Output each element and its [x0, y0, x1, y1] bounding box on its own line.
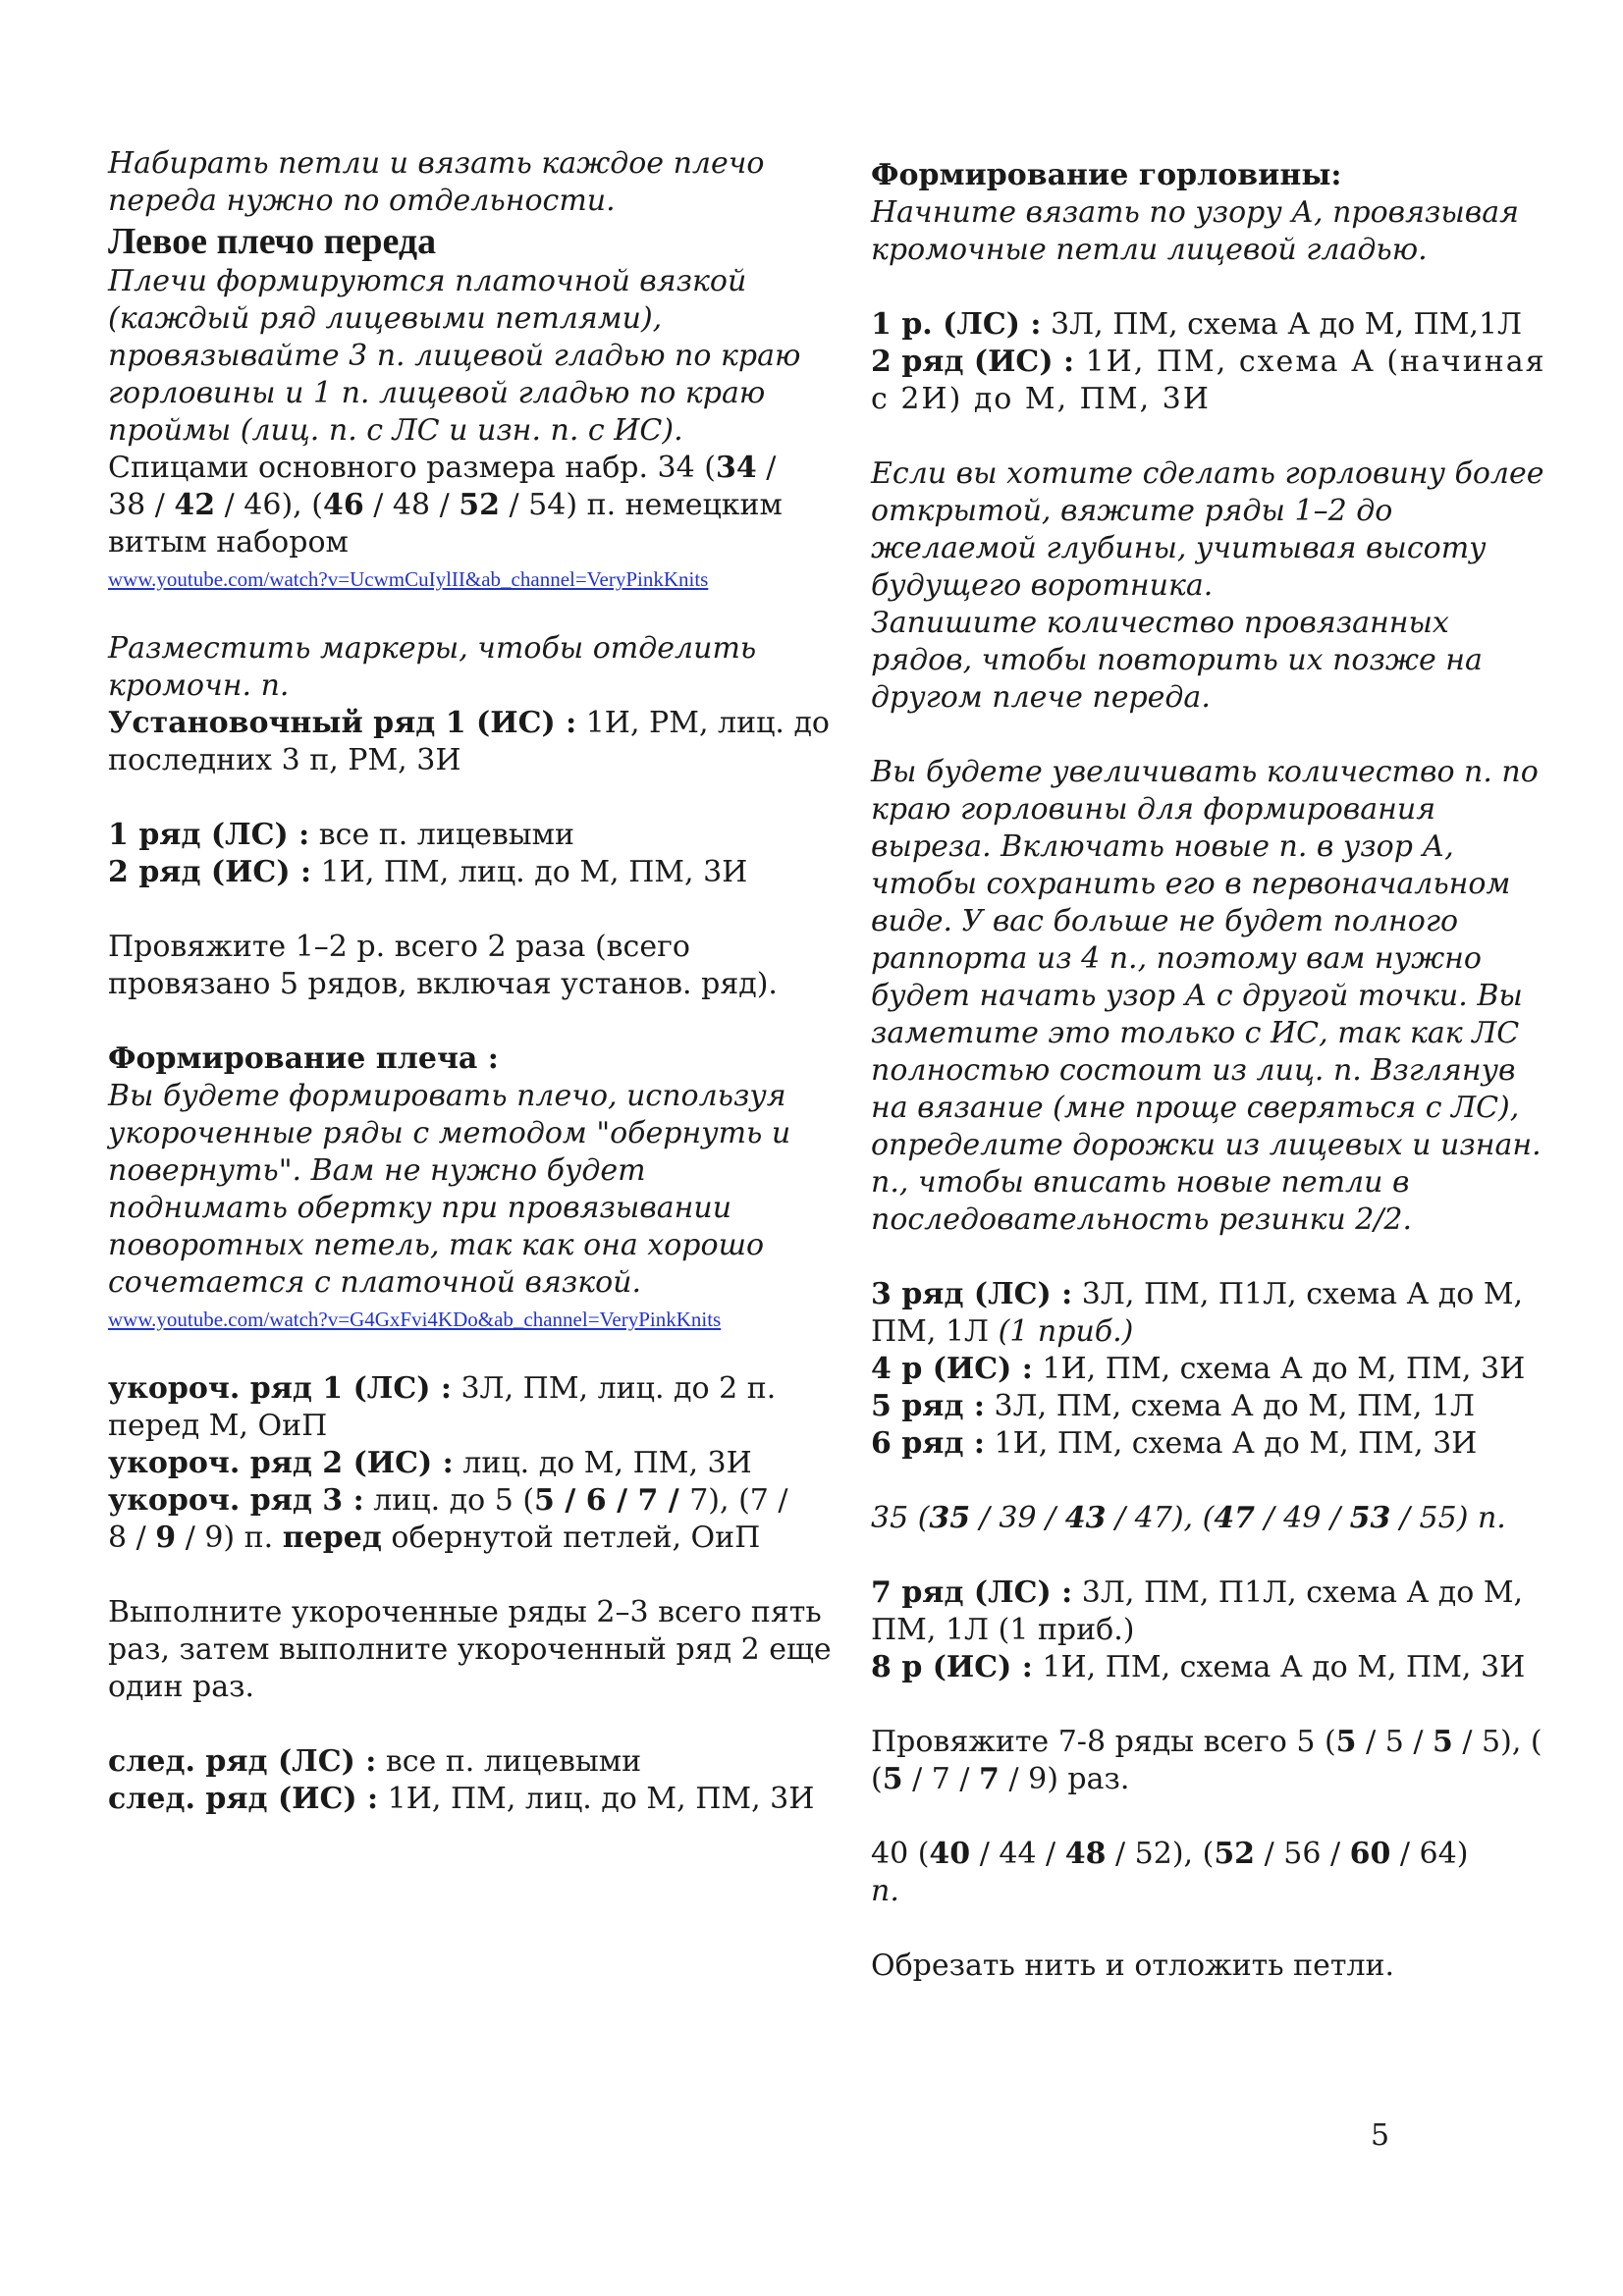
short-row-2: укороч. ряд 2 (ИС) : лиц. до М, ПМ, 3И	[108, 1446, 752, 1480]
section-heading: Левое плечо переда	[108, 221, 437, 262]
neck-intro: Начните вязать по узору А, провязывая кромочные петли лицевой гладью.	[871, 195, 1520, 267]
neck-row-4: 4 р (ИС) : 1И, ПМ, схема А до М, ПМ, 3И	[871, 1352, 1526, 1386]
neck-shaping-heading: Формирование горловины:	[871, 158, 1342, 192]
left-column	[108, 145, 835, 1818]
next-row-ws: след. ряд (ИС) : 1И, ПМ, лиц. до М, ПМ, 3И	[108, 1782, 815, 1816]
intro-note: Набирать петли и вязать каждое плечо переда нужно по отдельности.	[108, 146, 765, 218]
neck-row-3: 3 ряд (ЛС) : 3Л, ПМ, П1Л, схема А до М, ПМ, 1Л (1 приб.)	[871, 1277, 1524, 1349]
neck-row-5: 5 ряд : 3Л, ПМ, схема А до М, ПМ, 1Л	[871, 1389, 1476, 1423]
neck-row-2: 2 ряд (ИС) : 1И, ПМ, схема А (начиная с 2И) до М, ПМ, 3И	[871, 345, 1546, 416]
neck-row-6: 6 ряд : 1И, ПМ, схема А до М, ПМ, 3И	[871, 1426, 1478, 1461]
stitch-count-1: 35 (35 / 39 / 43 / 47), (47 / 49 / 53 / 55) п.	[871, 1501, 1506, 1535]
neck-row-1: 1 р. (ЛС) : 3Л, ПМ, схема А до М, ПМ,1Л	[871, 307, 1523, 342]
setup-row: Установочный ряд 1 (ИС) : 1И, РМ, лиц. до последних 3 п, РМ, 3И	[108, 706, 830, 777]
short-row-repeat: Выполните укороченные ряды 2–3 всего пять раз, затем выполните укороченный ряд 2 еще один раз.	[108, 1595, 832, 1704]
row-2: 2 ряд (ИС) : 1И, ПМ, лиц. до М, ПМ, 3И	[108, 855, 748, 889]
increase-note: Вы будете увеличивать количество п. по краю горловины для формирования выреза. Включать новые п. в узор А, чтобы сохранить его в первоначальном виде. У вас больше не будет полного раппорта из 4 п., поэтому вам нужно будет начать узор А с другой точки. Вы заметите это только с ИС, так как ЛС полностью состоит из лиц. п. Взглянув на вязание (мне проще сверяться с ЛС), определите дорожки из лицевых и изнан. п., чтобы вписать новые петли в последовательность резинки 2/2.	[871, 755, 1542, 1237]
repeat-rows-7-8: Провяжите 7-8 ряды всего 5 (5 / 5 / 5 / 5), ( (5 / 7 / 7 / 9) раз.	[871, 1725, 1542, 1796]
next-row-rs: след. ряд (ЛС) : все п. лицевыми	[108, 1744, 642, 1779]
repeat-instruction: Провяжите 1–2 р. всего 2 раза (всего провязано 5 рядов, включая установ. ряд).	[108, 930, 778, 1001]
short-row-3: укороч. ряд 3 : лиц. до 5 (5 / 6 / 7 / 7), (7 / 8 / 9 / 9) п. перед обернутой петлей, ОиП	[108, 1483, 788, 1555]
neck-row-8: 8 р (ИС) : 1И, ПМ, схема А до М, ПМ, 3И	[871, 1650, 1526, 1684]
row-1: 1 ряд (ЛС) : все п. лицевыми	[108, 818, 574, 852]
shoulder-shaping-note: Вы будете формировать плечо, используя укороченные ряды с методом "обернуть и повернуть". Вам не нужно будет поднимать обертку при провязывании поворотных петель, так как она хорошо сочетается с платочной вязкой.	[108, 1079, 791, 1300]
video-link-cast-on[interactable]: www.youtube.com/watch?v=UcwmCuIylII&ab_channel=VeryPinkKnits	[108, 567, 709, 591]
shoulder-note: Плечи формируются платочной вязкой (каждый ряд лицевыми петлями), провязывайте 3 п. лицевой гладью по краю горловины и 1 п. лицевой гладью по краю проймы (лиц. п. с ЛС и изн. п. с ИС).	[108, 264, 801, 448]
video-link-short-rows[interactable]: www.youtube.com/watch?v=G4GxFvi4KDo&ab_channel=VeryPinkKnits	[108, 1308, 722, 1331]
short-row-1: укороч. ряд 1 (ЛС) : 3Л, ПМ, лиц. до 2 п. перед М, ОиП	[108, 1371, 777, 1443]
stitch-count-2: 40 (40 / 44 / 48 / 52), (52 / 56 / 60 / 64) п.	[871, 1837, 1469, 1908]
shoulder-shaping-heading: Формирование плеча :	[108, 1041, 499, 1076]
neck-row-7: 7 ряд (ЛС) : 3Л, ПМ, П1Л, схема А до М, ПМ, 1Л (1 приб.)	[871, 1575, 1524, 1647]
markers-note: Разместить маркеры, чтобы отделить кромочн. п.	[108, 631, 757, 703]
open-neck-note: Если вы хотите сделать горловину более открытой, вяжите ряды 1–2 до желаемой глубины, учитывая высоту будущего воротника.	[871, 456, 1544, 603]
cut-yarn-instruction: Обрезать нить и отложить петли.	[871, 1949, 1395, 1983]
page-number: 5	[1371, 2118, 1390, 2153]
cast-on-instruction: Спицами основного размера набр. 34 (34 / 38 / 42 / 46), (46 / 48 / 52 / 54) п. немецким витым набором	[108, 451, 783, 560]
record-rows-note: Запишите количество провязанных рядов, чтобы повторить их позже на другом плече переда.	[871, 606, 1483, 715]
right-column	[871, 157, 1558, 1985]
